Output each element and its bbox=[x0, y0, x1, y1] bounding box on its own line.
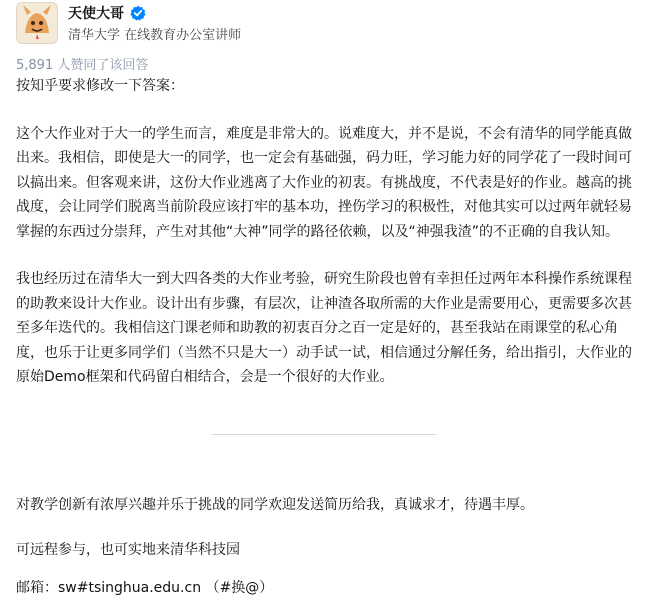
author-name[interactable]: 天使大哥 bbox=[68, 6, 124, 22]
avatar-illustration-icon bbox=[17, 3, 57, 43]
email-address[interactable]: sw#tsinghua.edu.cn bbox=[58, 580, 202, 596]
email-label: 邮箱： bbox=[16, 580, 58, 596]
email-line bbox=[16, 577, 273, 597]
email-note: （#换@） bbox=[201, 580, 274, 596]
recruit-paragraph: 对教学创新有浓厚兴趣并乐于挑战的同学欢迎发送简历给我，真诚求才，待遇丰厚。 bbox=[16, 497, 534, 513]
answer-body bbox=[16, 74, 636, 390]
author-bio: 清华大学 在线教育办公室讲师 bbox=[68, 28, 242, 43]
verified-badge-icon bbox=[130, 5, 146, 21]
section-divider bbox=[212, 434, 436, 435]
location-paragraph: 可远程参与，也可实地来清华科技园 bbox=[16, 542, 240, 558]
author-name-row bbox=[68, 3, 146, 23]
avatar[interactable] bbox=[16, 2, 58, 44]
answer-intro: 按知乎要求修改一下答案： bbox=[16, 78, 184, 94]
answer-paragraph-1: 这个大作业对于大一的学生而言，难度是非常大的。说难度大，并不是说，不会有清华的同学能真做出来。我相信，即使是大一的同学，也一定会有基础强，码力旺，学习能力好的同学花了一段时间可以搞出来。但客观来讲，这份大作业逃离了大作业的初衷。有挑战度，不代表是好的作业。越高的挑战度，会让同学们脱离当前阶段应该打牢的基本功，挫伤学习的积极性，对他其实可以过两年就轻易掌握的东西过分崇拜，产生对其他“大神”同学的路径依赖，以及“神强我渣”的不正确的自我认知。 bbox=[16, 125, 632, 240]
vote-count-text: 5,891 人赞同了该回答 bbox=[16, 58, 149, 73]
answer-paragraph-2: 我也经历过在清华大一到大四各类的大作业考验，研究生阶段也曾有幸担任过两年本科操作系统课程的助教来设计大作业。设计出有步骤，有层次，让神渣各取所需的大作业是需要用心，更需要多次甚至多年迭代的。我相信这门课老师和助教的初衷百分之百一定是好的，甚至我站在雨课堂的私心角度，也乐于让更多同学们（当然不只是大一）动手试一试，相信通过分解任务，给出指引，大作业的原始Demo框架和代码留白相结合，会是一个很好的大作业。 bbox=[16, 271, 632, 385]
author-header bbox=[16, 0, 636, 50]
